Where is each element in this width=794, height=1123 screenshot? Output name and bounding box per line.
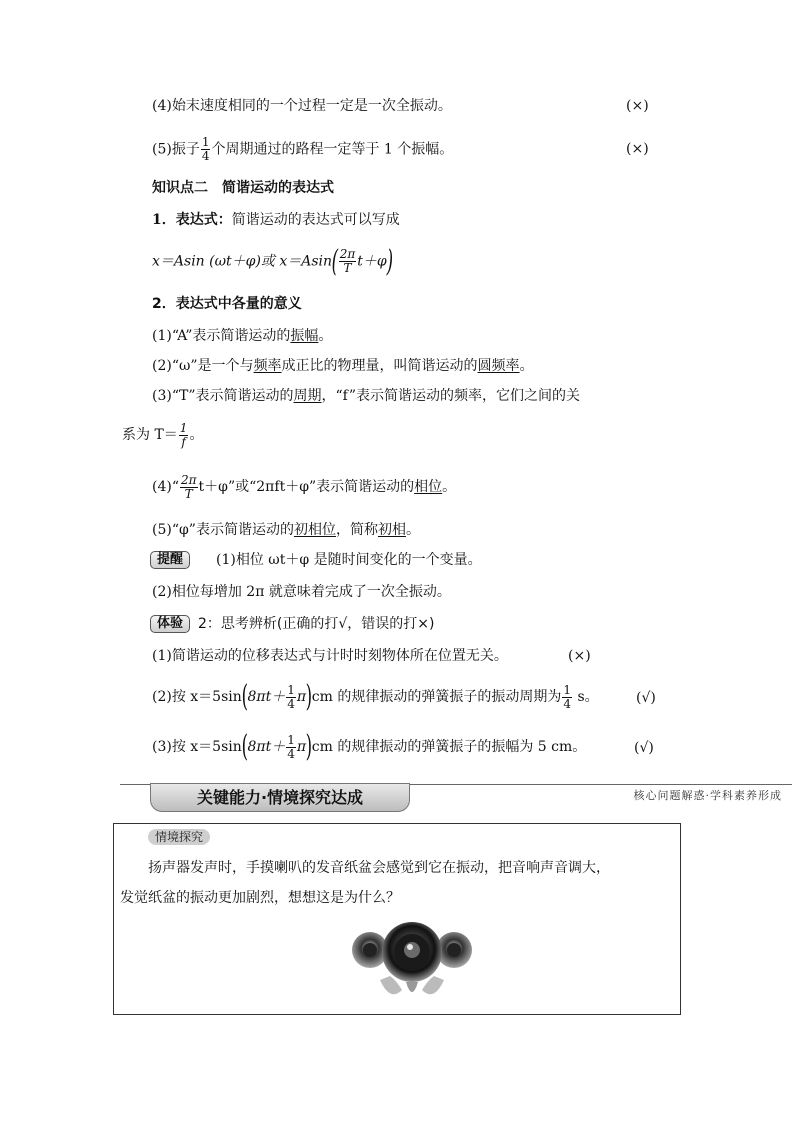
exp-q3-mark: (√) (634, 740, 654, 756)
s2-line-1 (152, 326, 332, 346)
s1-heading: 1．表达式： (152, 212, 232, 228)
exp-q2-unit: s。 (577, 689, 599, 705)
s1-formula (152, 243, 393, 279)
exp-tag: 体验 (150, 615, 190, 633)
banner-title: 关键能力·情境探究达成 (150, 783, 410, 812)
right-paren: ) (386, 243, 393, 279)
exp-q2-pre: (2)按 x＝5sin (152, 689, 242, 705)
exp-q3 (152, 729, 587, 764)
exp-q2-pi: π (296, 689, 307, 705)
item-5 (152, 136, 453, 163)
s2-l3b-pre: 系为 T＝ (122, 427, 178, 443)
s1-text: 简谐运动的表达式可以写成 (231, 212, 400, 228)
s2-heading: 2．表达式中各量的意义 (152, 296, 302, 312)
scenario-line-1: 扬声器发声时，手摸喇叭的发音纸盆会感觉到它在振动，把音响声音调大， (148, 860, 610, 876)
s2-l5-mid: ，简称 (335, 522, 378, 538)
exp-q3-pi: π (296, 739, 307, 755)
exp-q2-in: 8πt＋ (247, 689, 286, 705)
exp-q3-post: cm 的规律振动的弹簧振子的振幅为 5 cm。 (311, 739, 587, 755)
s2-l4-den: T (184, 486, 193, 501)
exp-q1-mark: (×) (568, 648, 591, 664)
s1-formula-b: t＋φ (357, 253, 387, 270)
right-paren: ) (305, 729, 313, 764)
exp-q2-period-fraction (562, 684, 572, 711)
left-paren: ( (331, 243, 339, 279)
s2-l1-post: 。 (318, 328, 333, 344)
item-5-prefix: (5)振子 (152, 141, 200, 158)
s2-l5-post: 。 (405, 522, 420, 538)
s2-l4-num: 2π (181, 472, 197, 487)
s2-l4-fraction (180, 474, 198, 501)
right-paren: ) (305, 679, 313, 714)
s1-formula-a: x＝Asin (ωt＋φ)或 x＝Asin (152, 253, 333, 270)
exp-q3-num: 1 (287, 732, 295, 747)
item-4-mark: (×) (626, 98, 649, 114)
section-title: 知识点二 简谐运动的表达式 (152, 180, 334, 196)
banner-right-text: 核心问题解惑·学科素养形成 (633, 789, 782, 802)
left-paren: ( (241, 729, 248, 764)
item-5-suffix: 个周期通过的路程一定等于 1 个振幅。 (211, 141, 454, 158)
s2-l5-pre: (5)“φ”表示简谐运动的 (152, 522, 294, 538)
item-5-num: 1 (201, 135, 210, 149)
s1-line (152, 210, 400, 230)
exp-q2-period-num: 1 (563, 682, 571, 697)
s1-formula-num: 2π (339, 247, 356, 261)
exp-q2-den: 4 (287, 696, 295, 711)
exp-q2-mark: (√) (636, 690, 656, 706)
s1-formula-den: T (343, 261, 352, 275)
s2-line-4 (152, 472, 456, 502)
exp-q2 (152, 679, 599, 714)
exp-q2-period-den: 4 (563, 696, 571, 711)
s2-line-5 (152, 520, 420, 540)
item-4-text: (4)始末速度相同的一个过程一定是一次全振动。 (152, 98, 452, 114)
tip-line-2: (2)相位每增加 2π 就意味着完成了一次全振动。 (152, 584, 451, 600)
s2-l1-underline: 振幅 (290, 328, 319, 344)
exp-title: 2：思考辨析(正确的打√，错误的打×) (198, 616, 435, 632)
s2-l2-post: 。 (519, 358, 534, 374)
exp-q3-fraction (286, 734, 296, 761)
exp-q2-num: 1 (287, 682, 295, 697)
exp-q3-den: 4 (287, 746, 295, 761)
s2-l2-pre: (2)“ω”是一个与 (152, 358, 254, 374)
s2-l5-underline-2: 初相 (377, 522, 406, 538)
s2-l3-post: ，“f”表示简谐运动的频率，它们之间的关 (321, 388, 581, 404)
s2-l4-post: 。 (442, 479, 457, 495)
s2-l2-underline-2: 圆频率 (477, 358, 520, 374)
s2-l4-underline: 相位 (414, 479, 443, 495)
s2-line-3 (152, 386, 580, 406)
s2-l3b-post: 。 (189, 427, 204, 443)
s2-line-3b (122, 420, 203, 450)
s1-formula-fraction (339, 248, 357, 275)
exp-q2-post: cm 的规律振动的弹簧振子的振动周期为 (311, 689, 562, 705)
speaker-icon (350, 920, 474, 1002)
exp-q1: (1)简谐运动的位移表达式与计时时刻物体所在位置无关。 (152, 648, 508, 664)
s2-l5-underline-1: 初相位 (293, 522, 336, 538)
tip-tag: 提醒 (150, 551, 190, 569)
item-5-mark: (×) (626, 141, 649, 157)
s2-l2-mid: 成正比的物理量，叫简谐运动的 (281, 358, 478, 374)
exp-q3-pre: (3)按 x＝5sin (152, 739, 242, 755)
scenario-line-2: 发觉纸盆的振动更加剧烈，想想这是为什么？ (120, 890, 400, 906)
tip-line-1: (1)相位 ωt＋φ 是随时间变化的一个变量。 (216, 552, 482, 568)
item-5-fraction (201, 136, 211, 163)
left-paren: ( (241, 679, 248, 714)
s2-l3-underline: 周期 (293, 388, 322, 404)
exp-q2-fraction (286, 684, 296, 711)
s2-l2-underline-1: 频率 (253, 358, 282, 374)
s2-l3b-den: f (181, 434, 186, 449)
scenario-tag: 情境探究 (148, 829, 210, 845)
s2-l3b-num: 1 (179, 420, 188, 435)
s2-line-2 (152, 356, 534, 376)
s2-l4-pre: (4)“ (152, 479, 179, 495)
s2-l1-pre: (1)“A”表示简谐运动的 (152, 328, 291, 344)
exp-q3-in: 8πt＋ (247, 739, 286, 755)
s2-l3-pre: (3)“T”表示简谐运动的 (152, 388, 294, 404)
item-5-den: 4 (201, 149, 210, 163)
s2-l3b-fraction (179, 422, 189, 449)
s2-l4-mid: t＋φ”或“2πft＋φ”表示简谐运动的 (198, 479, 415, 495)
